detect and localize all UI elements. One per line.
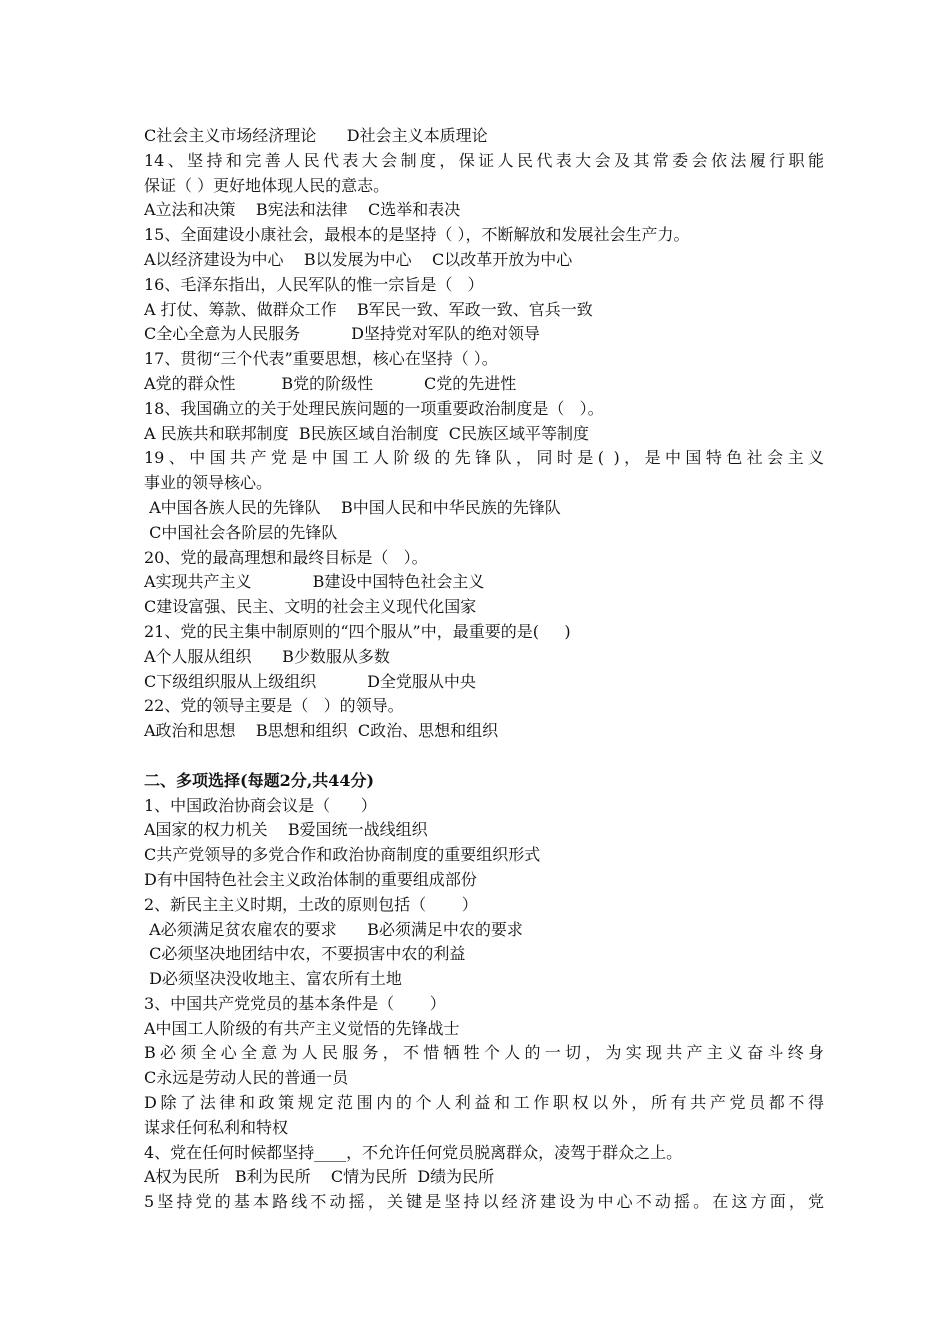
text-line: C社会主义市场经济理论 D社会主义本质理论 xyxy=(144,126,488,145)
document-body xyxy=(144,124,824,1215)
question-19-options-ab: A中国各族人民的先锋队 B中国人民和中华民族的先锋队 xyxy=(144,497,561,517)
mc-question-2-options-ab: A必须满足贫农雇农的要求 B必须满足中农的要求 xyxy=(144,919,523,939)
mc-question-2-option-c: C必须坚决地团结中农，不要损害中农的利益 xyxy=(144,944,466,964)
question-22: 22、党的领导主要是（ ）的领导。 xyxy=(144,696,404,716)
mc-question-4-options: A权为民所 B利为民所 C情为民所 D绩为民所 xyxy=(144,1167,495,1187)
question-14-line-2: 保证（ ）更好地体现人民的意志。 xyxy=(144,175,390,195)
question-17-options: A党的群众性 B党的阶级性 C党的先进性 xyxy=(144,373,517,393)
mc-question-3-option-d-line-1: D除了法律和政策规定范围内的个人利益和工作职权以外，所有共产党员都不得 xyxy=(144,1093,824,1113)
blank-line xyxy=(144,744,824,769)
mc-question-2: 2、新民主主义时期，土改的原则包括（ ） xyxy=(144,894,478,914)
question-19-line-2: 事业的领导核心。 xyxy=(144,473,273,493)
question-16-options-ab: A 打仗、筹款、做群众工作 B军民一致、军政一致、官兵一致 xyxy=(144,299,593,319)
mc-question-3-option-b: B必须全心全意为人民服务，不惜牺牲个人的一切，为实现共产主义奋斗终身 xyxy=(144,1043,824,1063)
question-15-options: A以经济建设为中心 B以发展为中心 C以改革开放为中心 xyxy=(144,249,573,269)
question-21: 21、党的民主集中制原则的“四个服从”中，最重要的是( ) xyxy=(144,621,571,641)
question-19-line-1: 19、中国共产党是中国工人阶级的先锋队，同时是( )，是中国特色社会主义 xyxy=(144,448,824,468)
mc-question-1-option-d: D有中国特色社会主义政治体制的重要组成部份 xyxy=(144,869,477,889)
mc-question-1: 1、中国政治协商会议是（ ） xyxy=(144,795,377,815)
section-heading-multiple-choice: 二、多项选择(每题2分,共44分) xyxy=(144,770,375,790)
question-18: 18、我国确立的关于处理民族问题的一项重要政治制度是（ ）。 xyxy=(144,398,604,418)
question-14-line-1: 14、坚持和完善人民代表大会制度，保证人民代表大会及其常委会依法履行职能 xyxy=(144,150,824,170)
mc-question-2-option-d: D必须坚决没收地主、富农所有土地 xyxy=(144,969,402,989)
question-20-options-ab: A实现共产主义 B建设中国特色社会主义 xyxy=(144,572,485,592)
question-20-options-c: C建设富强、民主、文明的社会主义现代化国家 xyxy=(144,597,477,617)
question-21-options-cd: C下级组织服从上级组织 D全党服从中央 xyxy=(144,671,476,691)
mc-question-3-option-a: A中国工人阶级的有共产主义觉悟的先锋战士 xyxy=(144,1018,460,1038)
mc-question-1-option-c: C共产党领导的多党合作和政治协商制度的重要组织形式 xyxy=(144,845,541,865)
question-22-options: A政治和思想 B思想和组织 C政治、思想和组织 xyxy=(144,721,499,741)
question-14-options: A立法和决策 B宪法和法律 C选举和表决 xyxy=(144,200,461,220)
mc-question-1-options-ab: A国家的权力机关 B爱国统一战线组织 xyxy=(144,820,428,840)
question-16-options-cd: C全心全意为人民服务 D坚持党对军队的绝对领导 xyxy=(144,324,540,344)
mc-question-4: 4、党在任何时候都坚持____，不允许任何党员脱离群众，凌驾于群众之上。 xyxy=(144,1142,683,1162)
question-19-options-c: C中国社会各阶层的先锋队 xyxy=(144,522,338,542)
question-15: 15、全面建设小康社会，最根本的是坚持（ ），不断解放和发展社会生产力。 xyxy=(144,225,690,245)
question-20: 20、党的最高理想和最终目标是（ ）。 xyxy=(144,547,428,567)
mc-question-5: 5坚持党的基本路线不动摇，关键是坚持以经济建设为中心不动摇。在这方面，党 xyxy=(144,1192,824,1212)
question-17: 17、贯彻“三个代表”重要思想，核心在坚持（ ）。 xyxy=(144,349,498,369)
mc-question-3-option-c: C永远是劳动人民的普通一员 xyxy=(144,1068,349,1088)
question-16: 16、毛泽东指出，人民军队的惟一宗旨是（ ） xyxy=(144,274,484,294)
question-18-options: A 民族共和联邦制度 B民族区域自治制度 C民族区域平等制度 xyxy=(144,423,589,443)
mc-question-3-option-d-line-2: 谋求任何私利和特权 xyxy=(144,1117,289,1137)
mc-question-3: 3、中国共产党党员的基本条件是（ ） xyxy=(144,993,446,1013)
question-21-options-ab: A个人服从组织 B少数服从多数 xyxy=(144,646,390,666)
